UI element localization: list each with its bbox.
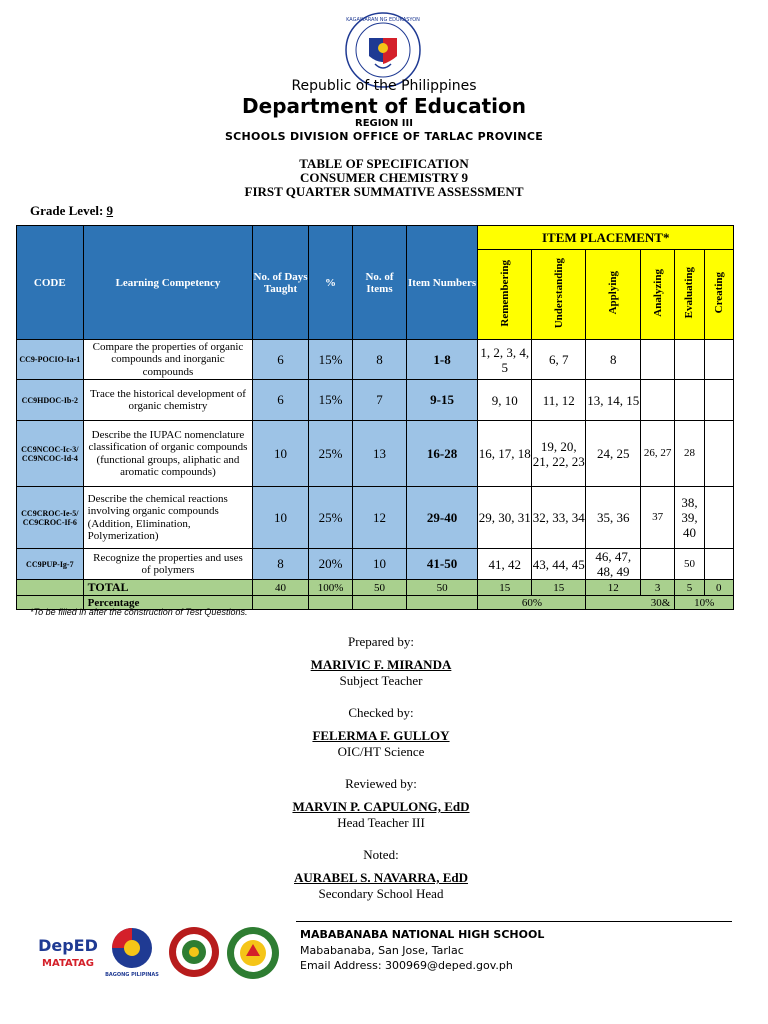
row-analyzing: [640, 340, 674, 380]
row-evaluating: 50: [675, 549, 704, 580]
row-code: CC9HDOC-Ib-2: [17, 380, 84, 421]
row-competency: Trace the historical development of organic chemistry: [83, 380, 253, 421]
header-item-placement: ITEM PLACEMENT*: [478, 226, 734, 250]
row-creating: [704, 380, 733, 421]
grade-level-value: 9: [106, 203, 114, 218]
row-item-numbers: 1-8: [406, 340, 478, 380]
row-applying: 46, 47, 48, 49: [586, 549, 641, 580]
total-row: [17, 580, 734, 596]
row-understanding: 6, 7: [531, 340, 586, 380]
footer-divider: [296, 921, 732, 922]
document-title: TABLE OF SPECIFICATION: [299, 156, 469, 171]
signatory-role: Noted:: [363, 847, 399, 862]
table-row: [17, 380, 734, 421]
header-items: No. of Items: [353, 226, 407, 340]
row-remembering: 1, 2, 3, 4, 5: [478, 340, 532, 380]
row-analyzing: [640, 380, 674, 421]
row-days: 10: [253, 487, 309, 549]
grade-level-label: Grade Level:: [30, 203, 104, 218]
total-remembering: 15: [478, 580, 532, 596]
header-item-numbers: Item Numbers: [406, 226, 478, 340]
header-code: CODE: [17, 226, 84, 340]
row-creating: [704, 487, 733, 549]
total-item-numbers: 50: [406, 580, 478, 596]
row-understanding: 32, 33, 34: [531, 487, 586, 549]
footer-address: Mababanaba, San Jose, Tarlac: [300, 944, 464, 957]
row-creating: [704, 340, 733, 380]
row-percent: 15%: [308, 380, 352, 421]
header-creating: Creating: [704, 250, 733, 340]
total-evaluating: 5: [675, 580, 704, 596]
row-days: 6: [253, 380, 309, 421]
row-item-numbers: 16-28: [406, 421, 478, 487]
row-analyzing: [640, 549, 674, 580]
percentage-lower: 60%: [478, 596, 586, 610]
row-creating: [704, 549, 733, 580]
row-evaluating: [675, 380, 704, 421]
total-understanding: 15: [531, 580, 586, 596]
signatory-checked: [0, 705, 762, 760]
subject-title: CONSUMER CHEMISTRY 9: [299, 170, 469, 185]
header-applying: Applying: [586, 250, 641, 340]
header-department: Department of Education: [242, 94, 526, 118]
signatory-role: Prepared by:: [347, 634, 415, 649]
row-items: 7: [353, 380, 407, 421]
header-days: No. of Days Taught: [253, 226, 309, 340]
row-creating: [704, 421, 733, 487]
header-analyzing: Analyzing: [640, 250, 674, 340]
deped-matatag-logo: DepED MATATAG: [38, 936, 98, 969]
signatory-prepared: [0, 634, 762, 689]
row-code: CC9PUP-Ig-7: [17, 549, 84, 580]
school-seal-logo: [226, 926, 280, 980]
row-evaluating: 38, 39, 40: [675, 487, 704, 549]
row-item-numbers: 9-15: [406, 380, 478, 421]
row-understanding: 19, 20, 21, 22, 23: [531, 421, 586, 487]
signatory-name: AURABEL S. NAVARRA, EdD: [294, 870, 468, 885]
total-code-cell: [17, 580, 84, 596]
grade-level: [30, 203, 113, 219]
signatory-name: MARIVIC F. MIRANDA: [310, 657, 452, 672]
row-days: 6: [253, 340, 309, 380]
percentage-middle: 30&: [586, 596, 675, 610]
row-percent: 15%: [308, 340, 352, 380]
row-remembering: 29, 30, 31: [478, 487, 532, 549]
row-competency: Compare the properties of organic compounds and inorganic compounds: [83, 340, 253, 380]
signatory-name: MARVIN P. CAPULONG, EdD: [292, 799, 470, 814]
row-item-numbers: 41-50: [406, 549, 478, 580]
header-division: SCHOOLS DIVISION OFFICE OF TARLAC PROVINCE: [224, 130, 544, 143]
table-row: [17, 340, 734, 380]
bagong-pilipinas-logo: [104, 926, 160, 978]
table-footnote: *To be filled in after the construction of Test Questions.: [30, 607, 248, 617]
total-creating: 0: [704, 580, 733, 596]
signatory-title: Secondary School Head: [318, 886, 444, 901]
signatory-reviewed: [0, 776, 762, 831]
signatory-noted: [0, 847, 762, 902]
row-items: 12: [353, 487, 407, 549]
header-percent: %: [308, 226, 352, 340]
row-items: 13: [353, 421, 407, 487]
signatory-title: OIC/HT Science: [337, 744, 425, 759]
row-applying: 13, 14, 15: [586, 380, 641, 421]
svg-text:BAGONG PILIPINAS: BAGONG PILIPINAS: [105, 972, 159, 978]
header-remembering: Remembering: [478, 250, 532, 340]
total-days: 40: [253, 580, 309, 596]
row-analyzing: 37: [640, 487, 674, 549]
header-understanding: Understanding: [531, 250, 586, 340]
header-evaluating: Evaluating: [675, 250, 704, 340]
percentage-upper: 10%: [675, 596, 734, 610]
footer-school-name: MABABANABA NATIONAL HIGH SCHOOL: [300, 928, 545, 941]
footer-email: Email Address: 300969@deped.gov.ph: [300, 959, 513, 972]
row-understanding: 11, 12: [531, 380, 586, 421]
deped-seal-logo: [345, 12, 421, 88]
division-seal-logo: [168, 926, 220, 978]
row-remembering: 9, 10: [478, 380, 532, 421]
row-analyzing: 26, 27: [640, 421, 674, 487]
assessment-title: FIRST QUARTER SUMMATIVE ASSESSMENT: [244, 184, 524, 199]
svg-text:KAGAWARAN NG EDUKASYON: KAGAWARAN NG EDUKASYON: [346, 17, 420, 23]
header-region: REGION III: [355, 118, 413, 129]
row-code: CC9NCOC-Ic-3/ CC9NCOC-Id-4: [17, 421, 84, 487]
row-applying: 24, 25: [586, 421, 641, 487]
row-percent: 25%: [308, 487, 352, 549]
row-code: CC9-POCIO-Ia-1: [17, 340, 84, 380]
row-applying: 35, 36: [586, 487, 641, 549]
row-percent: 25%: [308, 421, 352, 487]
row-item-numbers: 29-40: [406, 487, 478, 549]
signatory-title: Subject Teacher: [339, 673, 423, 688]
total-label: TOTAL: [83, 580, 253, 596]
row-remembering: 16, 17, 18: [478, 421, 532, 487]
row-competency: Describe the IUPAC nomenclature classification of organic compounds (functional groups, aliphatic and aromatic compounds): [83, 421, 253, 487]
specification-table: [16, 225, 734, 610]
row-evaluating: [675, 340, 704, 380]
signatory-role: Checked by:: [348, 705, 414, 720]
table-row: [17, 421, 734, 487]
table-row: [17, 487, 734, 549]
signatory-title: Head Teacher III: [337, 815, 425, 830]
total-applying: 12: [586, 580, 641, 596]
row-days: 10: [253, 421, 309, 487]
total-items: 50: [353, 580, 407, 596]
row-competency: Describe the chemical reactions involving organic compounds (Addition, Elimination, Polymerization): [83, 487, 253, 549]
header-republic: Republic of the Philippines: [291, 78, 477, 94]
percentage-label: Percentage: [83, 596, 253, 610]
row-items: 8: [353, 340, 407, 380]
signatory-name: FELERMA F. GULLOY: [312, 728, 450, 743]
row-remembering: 41, 42: [478, 549, 532, 580]
table-row: [17, 549, 734, 580]
total-percent: 100%: [308, 580, 352, 596]
row-percent: 20%: [308, 549, 352, 580]
signatory-role: Reviewed by:: [345, 776, 417, 791]
row-evaluating: 28: [675, 421, 704, 487]
row-code: CC9CROC-Ie-5/ CC9CROC-If-6: [17, 487, 84, 549]
total-analyzing: 3: [640, 580, 674, 596]
header-competency: Learning Competency: [83, 226, 253, 340]
row-days: 8: [253, 549, 309, 580]
row-items: 10: [353, 549, 407, 580]
row-understanding: 43, 44, 45: [531, 549, 586, 580]
row-competency: Recognize the properties and uses of polymers: [83, 549, 253, 580]
row-applying: 8: [586, 340, 641, 380]
